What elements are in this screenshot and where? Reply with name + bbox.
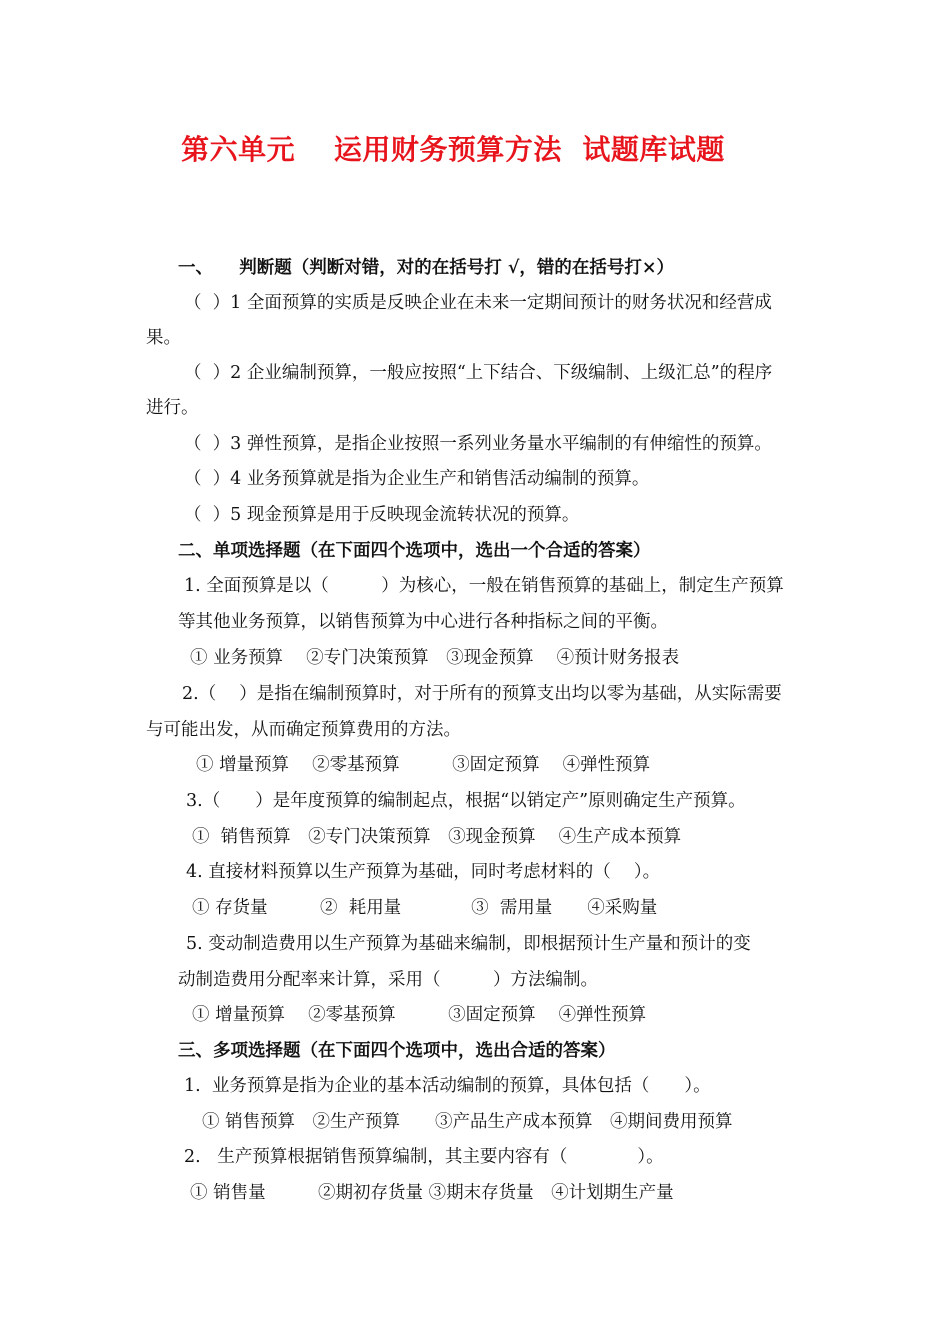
options-line: ① 存货量 ② 耗用量 ③ 需用量 ④采购量 — [192, 898, 658, 918]
options-line: ① 销售预算 ②专门决策预算 ③现金预算 ④生产成本预算 — [192, 827, 682, 847]
question-line: 1. 全面预算是以（ ）为核心，一般在销售预算的基础上，制定生产预算 — [184, 576, 784, 596]
question-line: （ ）5 现金预算是用于反映现金流转状况的预算。 — [184, 505, 580, 525]
section-heading-single-choice: 二、单项选择题（在下面四个选项中，选出一个合适的答案） — [178, 541, 651, 561]
options-line: ① 业务预算 ②专门决策预算 ③现金预算 ④预计财务报表 — [190, 648, 680, 668]
options-line: ① 销售预算 ②生产预算 ③产品生产成本预算 ④期间费用预算 — [202, 1112, 733, 1132]
question-line: 2. 生产预算根据销售预算编制，其主要内容有（ ）。 — [184, 1147, 664, 1167]
question-line: 2.（ ）是指在编制预算时，对于所有的预算支出均以零为基础，从实际需要 — [182, 684, 782, 704]
question-line: （ ）2 企业编制预算，一般应按照“上下结合、下级编制、上级汇总”的程序 — [184, 363, 773, 383]
question-line: 5. 变动制造费用以生产预算为基础来编制，即根据预计生产量和预计的变 — [186, 934, 751, 954]
question-line: （ ）4 业务预算就是指为企业生产和销售活动编制的预算。 — [184, 469, 650, 489]
question-line: 1. 业务预算是指为企业的基本活动编制的预算，具体包括（ ）。 — [184, 1076, 711, 1096]
options-line: ① 销售量 ②期初存货量 ③期末存货量 ④计划期生产量 — [190, 1183, 674, 1203]
question-line: 3.（ ）是年度预算的编制起点，根据“以销定产”原则确定生产预算。 — [186, 791, 746, 811]
question-line: 果。 — [146, 328, 181, 348]
section-heading-true-false: 一、 判断题（判断对错，对的在括号打 √，错的在括号打×） — [178, 258, 675, 278]
question-line: 4. 直接材料预算以生产预算为基础，同时考虑材料的（ ）。 — [186, 862, 661, 882]
document-title: 第六单元 运用财务预算方法 试题库试题 — [181, 133, 725, 166]
options-line: ① 增量预算 ②零基预算 ③固定预算 ④弹性预算 — [192, 1005, 647, 1025]
question-line: 进行。 — [146, 398, 199, 418]
options-line: ① 增量预算 ②零基预算 ③固定预算 ④弹性预算 — [196, 755, 651, 775]
section-heading-multiple-choice: 三、多项选择题（在下面四个选项中，选出合适的答案） — [178, 1041, 616, 1061]
question-line: 等其他业务预算，以销售预算为中心进行各种指标之间的平衡。 — [178, 612, 668, 632]
question-line: 动制造费用分配率来计算，采用（ ）方法编制。 — [178, 970, 598, 990]
question-line: （ ）3 弹性预算，是指企业按照一系列业务量水平编制的有伸缩性的预算。 — [184, 434, 772, 454]
question-line: 与可能出发，从而确定预算费用的方法。 — [146, 720, 461, 740]
question-line: （ ）1 全面预算的实质是反映企业在未来一定期间预计的财务状况和经营成 — [184, 293, 772, 313]
